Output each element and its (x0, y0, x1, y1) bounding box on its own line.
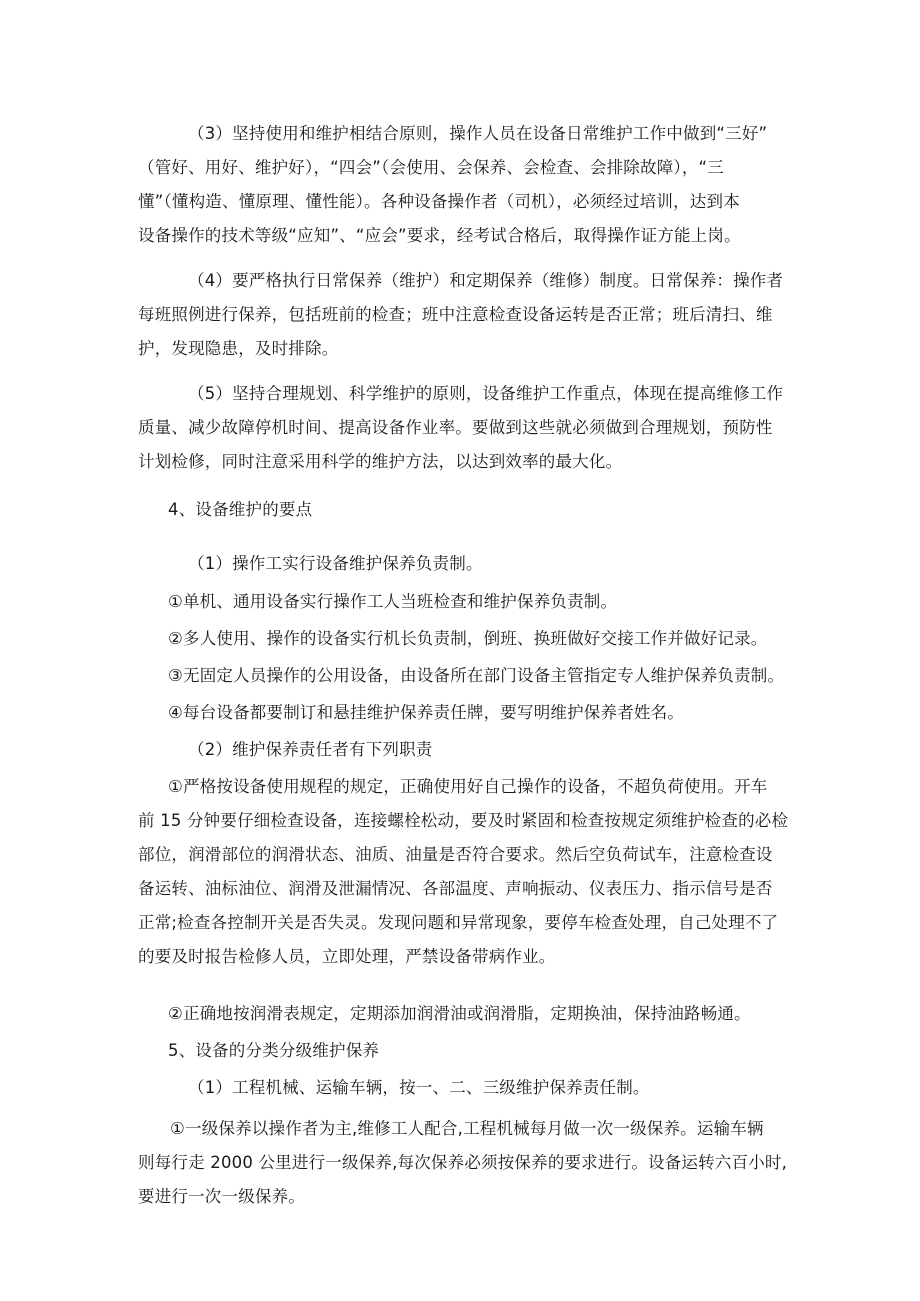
text-line: ②多人使用、操作的设备实行机长负责制，倒班、换班做好交接工作并做好记录。 (168, 629, 768, 648)
text-line: 护，发现隐患，及时排除。 (138, 339, 339, 358)
text-line: ②正确地按润滑表规定，定期添加润滑油或润滑脂，定期换油，保持油路畅通。 (168, 1004, 751, 1023)
text-line: ③无固定人员操作的公用设备，由设备所在部门设备主管指定专人维护保养负责制。 (168, 666, 785, 685)
text-line: 每班照例进行保养，包括班前的检查；班中注意检查设备运转是否正常；班后清扫、维 (138, 305, 773, 324)
text-line: 质量、减少故障停机时间、提高设备作业率。要做到这些就必须做到合理规划，预防性 (138, 418, 773, 437)
text-line: （4）要严格执行日常保养（维护）和定期保养（维修）制度。日常保养：操作者 (188, 271, 784, 290)
text-line: ①严格按设备使用规程的规定，正确使用好自己操作的设备，不超负荷使用。开车 (168, 777, 768, 796)
text-line: ④每台设备都要制订和悬挂维护保养责任牌，要写明维护保养者姓名。 (168, 703, 684, 722)
list-item-4-2-a (138, 770, 788, 974)
subsection-4-2 (188, 733, 433, 767)
heading-text: 4、设备维护的要点 (168, 500, 313, 519)
paragraph-principle-3 (138, 117, 767, 253)
text-line: ①单机、通用设备实行操作工人当班检查和维护保养负责制。 (168, 592, 618, 611)
paragraph-principle-5 (138, 377, 783, 479)
text-line: ①一级保养以操作者为主,维修工人配合,工程机械每月做一次一级保养。运输车辆 (170, 1119, 764, 1138)
text-line: 要进行一次一级保养。 (138, 1187, 305, 1206)
paragraph-principle-4 (138, 264, 783, 366)
text-line: 正常;检查各控制开关是否失灵。发现问题和异常现象，要停车检查处理，自己处理不了 (138, 913, 779, 932)
list-item-4-1-d (168, 696, 684, 730)
list-item-4-1-b (168, 622, 768, 656)
list-item-4-1-c (168, 659, 784, 693)
section-heading-5 (168, 1034, 379, 1068)
subsection-5-1 (188, 1071, 650, 1105)
heading-text: （2）维护保养责任者有下列职责 (188, 740, 433, 759)
text-line: （5）坚持合理规划、科学维护的原则，设备维护工作重点，体现在提高维修工作 (188, 384, 784, 403)
text-line: 的要及时报告检修人员，立即处理，严禁设备带病作业。 (138, 947, 556, 966)
text-line: 设备操作的技术等级“应知”、“应会”要求，经考试合格后，取得操作证方能上岗。 (138, 226, 741, 245)
text-line: （3）坚持使用和维护相结合原则，操作人员在设备日常维护工作中做到“三好” (188, 124, 768, 143)
text-line: 则每行走 2000 公里进行一级保养,每次保养必须按保养的要求进行。设备运转六百小时, (138, 1153, 788, 1172)
section-heading-4 (168, 493, 312, 527)
heading-text: （1）操作工实行设备维护保养负责制。 (188, 554, 483, 573)
heading-text: （1）工程机械、运输车辆，按一、二、三级维护保养责任制。 (188, 1078, 650, 1097)
list-item-4-2-b (168, 997, 751, 1031)
list-item-4-1-a (168, 585, 617, 619)
list-item-5-1-a (138, 1112, 787, 1214)
text-line: 部位，润滑部位的润滑状态、油质、油量是否符合要求。然后空负荷试车，注意检查设 (138, 845, 773, 864)
text-line: 计划检修，同时注意采用科学的维护方法，以达到效率的最大化。 (138, 452, 623, 471)
subsection-4-1 (188, 547, 483, 581)
heading-text: 5、设备的分类分级维护保养 (168, 1041, 380, 1060)
text-line: 备运转、油标油位、润滑及泄漏情况、各部温度、声响振动、仪表压力、指示信号是否 (138, 879, 773, 898)
text-line: 懂”（懂构造、懂原理、懂性能）。各种设备操作者（司机），必须经过培训，达到本 (138, 192, 740, 211)
text-line: （管好、用好、维护好），“四会”（会使用、会保养、会检查、会排除故障），“三 (138, 158, 724, 177)
text-line: 前 15 分钟要仔细检查设备，连接螺栓松动，要及时紧固和检查按规定须维护检查的必检 (138, 811, 789, 830)
